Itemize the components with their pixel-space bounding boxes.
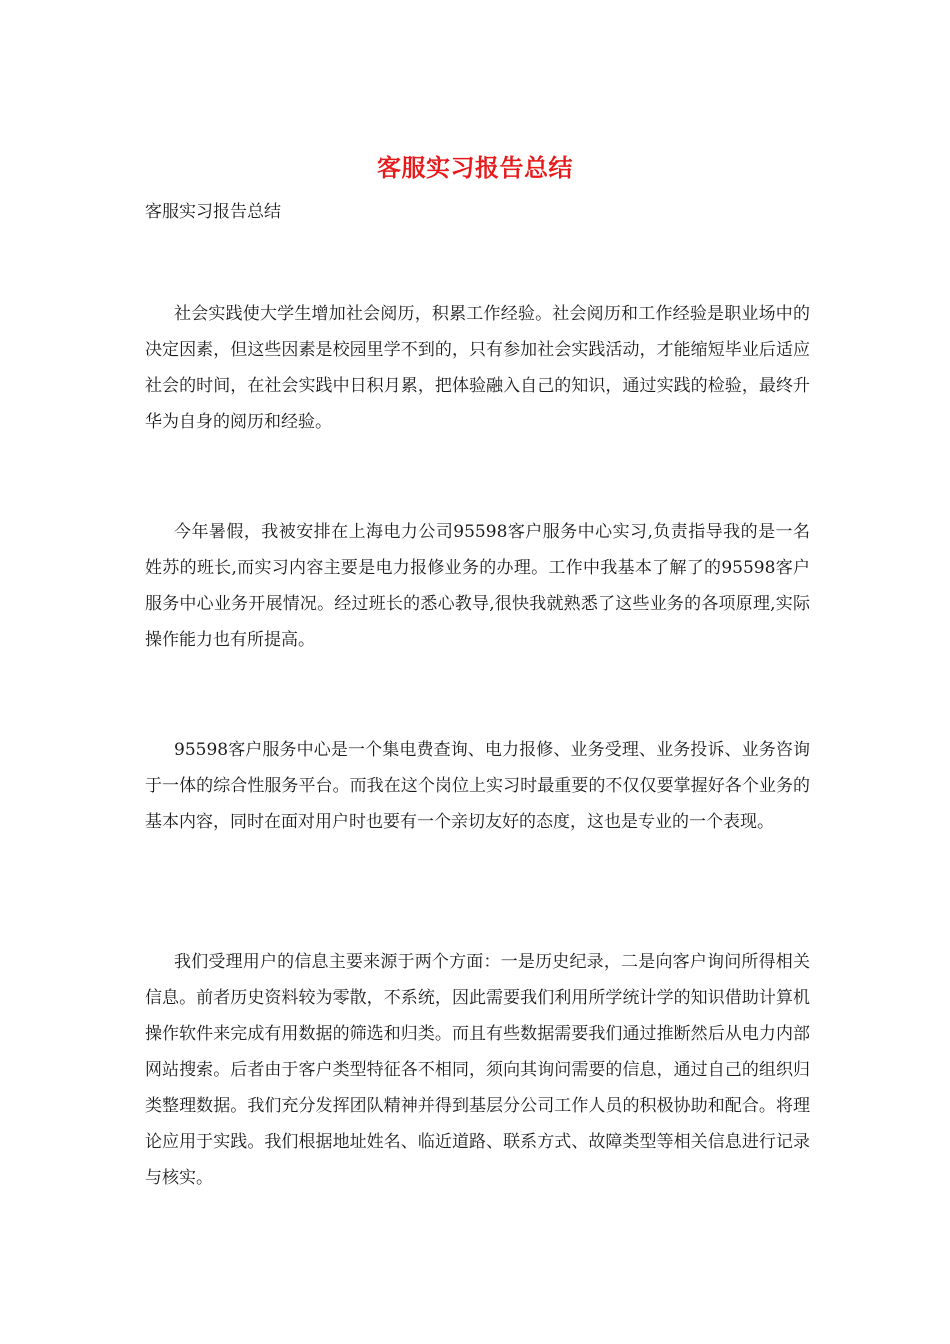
paragraph-internship-placement: 今年暑假，我被安排在上海电力公司95598客户服务中心实习,负责指导我的是一名姓苏的班长,而实习内容主要是电力报修业务的办理。工作中我基本了解了的95598客户服务中心业务开展情况。经过班长的悉心教导,很快我就熟悉了这些业务的各项原理,实际操作能力也有所提高。 bbox=[145, 522, 810, 650]
paragraph-social-practice: 社会实践使大学生增加社会阅历，积累工作经验。社会阅历和工作经验是职业场中的决定因素，但这些因素是校园里学不到的，只有参加社会实践活动，才能缩短毕业后适应社会的时间，在社会实践中日积月累，把体验融入自己的知识，通过实践的检验，最终升华为自身的阅历和经验。 bbox=[145, 304, 810, 432]
document-title: 客服实习报告总结 bbox=[377, 153, 573, 182]
paragraph-user-information: 我们受理用户的信息主要来源于两个方面：一是历史纪录，二是向客户询问所得相关信息。前者历史资料较为零散，不系统，因此需要我们利用所学统计学的知识借助计算机操作软件来完成有用数据的筛选和归类。而且有些数据需要我们通过推断然后从电力内部网站搜索。后者由于客户类型特征各不相同，须向其询问需要的信息，通过自己的组织归类整理数据。我们充分发挥团队精神并得到基层分公司工作人员的积极协助和配合。将理论应用于实践。我们根据地址姓名、临近道路、联系方式、故障类型等相关信息进行记录与核实。 bbox=[145, 952, 810, 1188]
document-subtitle: 客服实习报告总结 bbox=[145, 202, 281, 222]
paragraph-service-center: 95598客户服务中心是一个集电费查询、电力报修、业务受理、业务投诉、业务咨询于一体的综合性服务平台。而我在这个岗位上实习时最重要的不仅仅要掌握好各个业务的基本内容，同时在面对用户时也要有一个亲切友好的态度，这也是专业的一个表现。 bbox=[145, 740, 810, 832]
